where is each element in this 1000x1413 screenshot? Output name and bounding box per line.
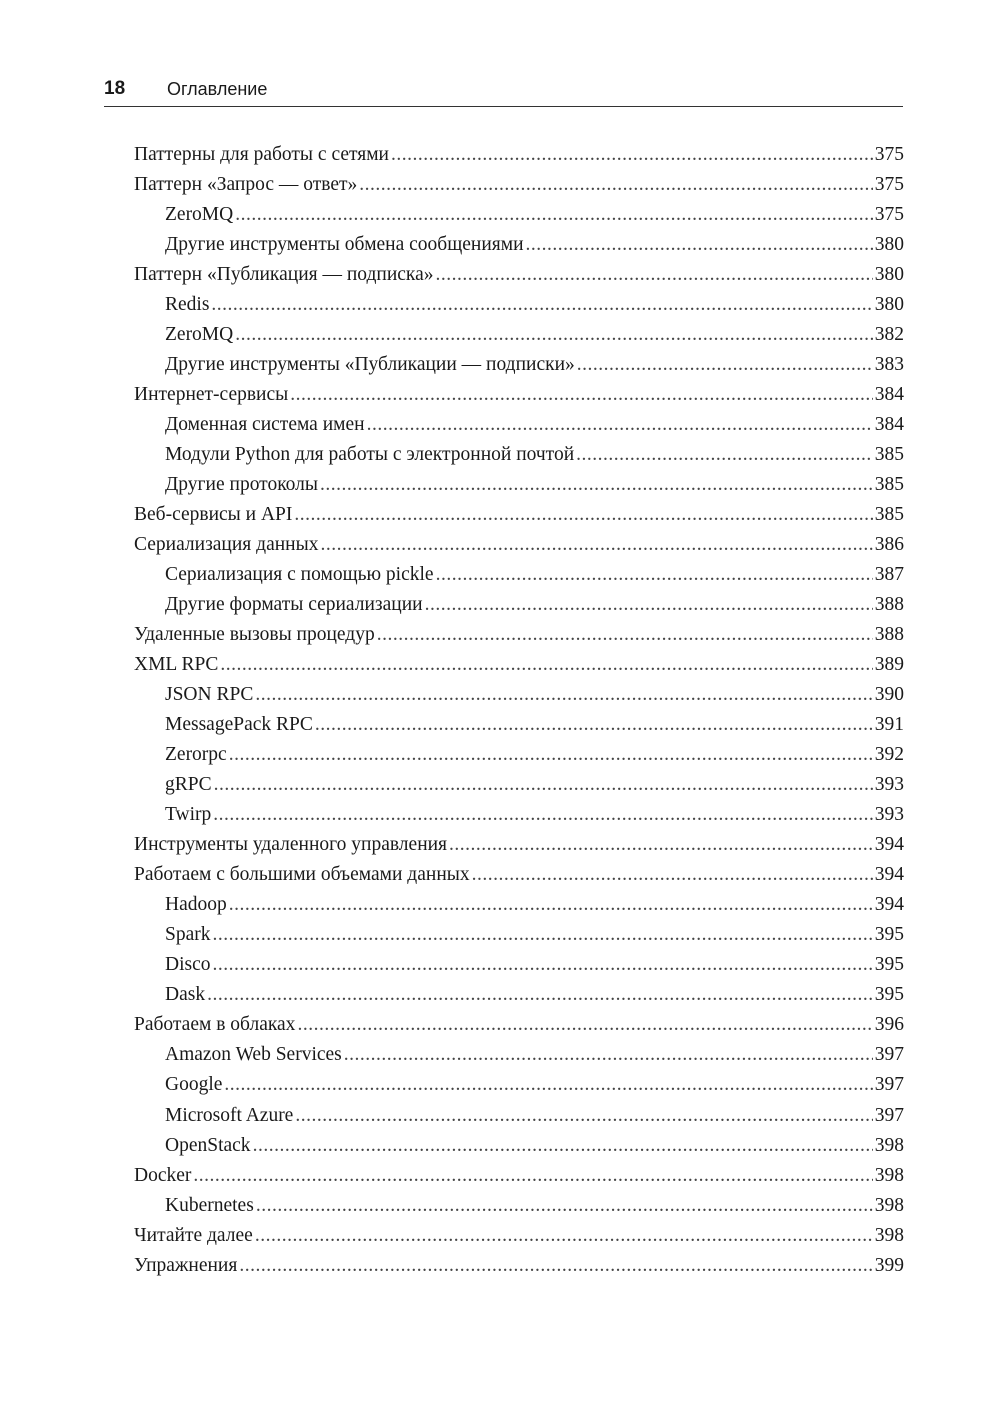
toc-entry-title: Другие протоколы: [165, 474, 319, 496]
toc-entry-title: Google: [165, 1074, 223, 1096]
toc-entry: [134, 410, 904, 440]
toc-entry: [134, 620, 904, 650]
toc-entry-title: Dask: [165, 984, 206, 1006]
toc-entry: [134, 1251, 904, 1281]
toc-entry-title: Другие форматы сериализации: [165, 594, 423, 616]
dot-leader: [224, 1070, 872, 1100]
dot-leader: [239, 1251, 872, 1281]
toc-entry-page: 397: [874, 1044, 904, 1066]
toc-entry: [134, 1131, 904, 1161]
toc-entry-title: Spark: [165, 924, 211, 946]
toc-entry: [134, 1101, 904, 1131]
toc-entry-title: Модули Python для работы с электронной почтой: [165, 444, 575, 466]
toc-entry-page: 380: [874, 234, 904, 256]
toc-entry-title: gRPC: [165, 774, 212, 796]
toc-entry-title: Удаленные вызовы процедур: [134, 624, 375, 646]
toc-entry: [134, 200, 904, 230]
toc-entry-page: 397: [874, 1074, 904, 1096]
toc-entry-page: 396: [874, 1014, 904, 1036]
toc-entry-page: 392: [874, 744, 904, 766]
dot-leader: [235, 320, 873, 350]
toc-entry: [134, 530, 904, 560]
toc-entry: [134, 800, 904, 830]
dot-leader: [214, 770, 873, 800]
toc-entry-title: ZeroMQ: [165, 204, 234, 226]
dot-leader: [526, 230, 873, 260]
toc-entry-page: 398: [874, 1134, 904, 1156]
toc-entry: [134, 920, 904, 950]
dot-leader: [391, 140, 873, 170]
table-of-contents: [134, 140, 904, 1281]
dot-leader: [213, 920, 873, 950]
dot-leader: [294, 500, 872, 530]
dot-leader: [344, 1040, 873, 1070]
toc-entry-page: 385: [874, 474, 904, 496]
toc-entry: [134, 260, 904, 290]
toc-entry-page: 384: [874, 384, 904, 406]
toc-entry: [134, 890, 904, 920]
toc-entry-page: 385: [874, 444, 904, 466]
toc-entry: [134, 1161, 904, 1191]
dot-leader: [367, 410, 873, 440]
toc-entry: [134, 830, 904, 860]
toc-entry: [134, 440, 904, 470]
toc-entry: [134, 1070, 904, 1100]
dot-leader: [207, 980, 873, 1010]
toc-entry-page: 394: [874, 894, 904, 916]
toc-entry-title: Сериализация данных: [134, 534, 319, 556]
dot-leader: [359, 170, 872, 200]
toc-entry-page: 391: [874, 714, 904, 736]
toc-entry: [134, 560, 904, 590]
toc-entry-title: Доменная система имен: [165, 414, 365, 436]
toc-entry-page: 375: [874, 144, 904, 165]
toc-entry-page: 394: [874, 864, 904, 886]
toc-entry-title: Docker: [134, 1164, 192, 1186]
dot-leader: [577, 350, 873, 380]
page-header: [104, 76, 903, 107]
toc-entry: [134, 860, 904, 890]
dot-leader: [213, 950, 873, 980]
toc-entry: [134, 290, 904, 320]
toc-entry-title: Amazon Web Services: [165, 1044, 342, 1066]
toc-entry-page: 383: [874, 354, 904, 376]
toc-entry-page: 388: [874, 594, 904, 616]
toc-entry-title: Другие инструменты обмена сообщениями: [165, 234, 524, 256]
toc-entry-page: 380: [874, 264, 904, 286]
toc-entry-title: Паттерны для работы с сетями: [134, 144, 389, 165]
toc-entry-page: 393: [874, 804, 904, 826]
toc-entry: [134, 590, 904, 620]
toc-entry: [134, 170, 904, 200]
dot-leader: [290, 380, 873, 410]
dot-leader: [220, 650, 872, 680]
toc-entry-page: 389: [874, 654, 904, 676]
toc-entry-page: 387: [874, 564, 904, 586]
toc-entry-title: OpenStack: [165, 1134, 251, 1156]
toc-entry-title: Веб-сервисы и API: [134, 504, 293, 526]
dot-leader: [256, 1191, 873, 1221]
toc-entry: [134, 500, 904, 530]
toc-entry-page: 393: [874, 774, 904, 796]
dot-leader: [255, 680, 872, 710]
toc-entry-title: Интернет-сервисы: [134, 384, 289, 406]
dot-leader: [449, 830, 873, 860]
toc-entry-page: 398: [874, 1164, 904, 1186]
toc-entry-title: Упражнения: [134, 1254, 238, 1276]
toc-entry-page: 398: [874, 1194, 904, 1216]
toc-entry: [134, 350, 904, 380]
toc-entry-page: 399: [874, 1254, 904, 1276]
dot-leader: [320, 530, 872, 560]
toc-entry: [134, 680, 904, 710]
toc-entry-page: 394: [874, 834, 904, 856]
toc-entry: [134, 650, 904, 680]
toc-entry-title: Сериализация с помощью pickle: [165, 564, 434, 586]
toc-entry-title: Другие инструменты «Публикации — подписки»: [165, 354, 575, 376]
toc-entry-page: 375: [874, 174, 904, 196]
dot-leader: [193, 1161, 872, 1191]
toc-entry: [134, 1191, 904, 1221]
dot-leader: [436, 560, 873, 590]
dot-leader: [255, 1221, 873, 1251]
toc-entry-page: 390: [874, 684, 904, 706]
toc-entry-title: Работаем с большими объемами данных: [134, 864, 470, 886]
toc-entry: [134, 770, 904, 800]
toc-entry-page: 380: [874, 294, 904, 316]
toc-entry-title: Читайте далее: [134, 1224, 253, 1246]
toc-entry-page: 395: [874, 954, 904, 976]
dot-leader: [213, 800, 872, 830]
toc-entry: [134, 320, 904, 350]
toc-entry-title: Работаем в облаках: [134, 1014, 296, 1036]
toc-entry: [134, 980, 904, 1010]
toc-entry-page: 385: [874, 504, 904, 526]
toc-entry-title: Hadoop: [165, 894, 227, 916]
dot-leader: [377, 620, 873, 650]
dot-leader: [576, 440, 873, 470]
toc-entry-title: ZeroMQ: [165, 324, 234, 346]
toc-entry: [134, 710, 904, 740]
toc-entry: [134, 950, 904, 980]
toc-entry-title: Инструменты удаленного управления: [134, 834, 448, 856]
dot-leader: [315, 710, 873, 740]
dot-leader: [229, 740, 873, 770]
toc-entry-title: MessagePack RPC: [165, 714, 313, 736]
dot-leader: [320, 470, 873, 500]
toc-entry: [134, 1040, 904, 1070]
toc-entry-page: 397: [874, 1104, 904, 1126]
toc-entry-page: 375: [874, 204, 904, 226]
toc-entry-page: 398: [874, 1224, 904, 1246]
dot-leader: [472, 860, 873, 890]
dot-leader: [297, 1010, 872, 1040]
toc-entry-title: Redis: [165, 294, 210, 316]
toc-entry: [134, 470, 904, 500]
dot-leader: [425, 590, 873, 620]
running-title: Оглавление: [167, 79, 268, 99]
toc-entry-title: JSON RPC: [165, 684, 254, 706]
toc-entry-title: Zerorpc: [165, 744, 227, 766]
toc-entry: [134, 230, 904, 260]
dot-leader: [229, 890, 873, 920]
toc-entry-title: XML RPC: [134, 654, 219, 676]
toc-entry: [134, 1221, 904, 1251]
toc-entry-title: Kubernetes: [165, 1194, 254, 1216]
toc-entry-title: Паттерн «Публикация — подписка»: [134, 264, 434, 286]
toc-entry-title: Паттерн «Запрос — ответ»: [134, 174, 358, 196]
toc-entry-title: Microsoft Azure: [165, 1104, 294, 1126]
dot-leader: [235, 200, 873, 230]
toc-entry-page: 386: [874, 534, 904, 556]
dot-leader: [436, 260, 873, 290]
toc-entry-title: Disco: [165, 954, 211, 976]
dot-leader: [253, 1131, 873, 1161]
dot-leader: [295, 1101, 872, 1131]
toc-entry-page: 395: [874, 924, 904, 946]
toc-entry-page: 388: [874, 624, 904, 646]
toc-entry-page: 395: [874, 984, 904, 1006]
dot-leader: [211, 290, 872, 320]
toc-entry-page: 382: [874, 324, 904, 346]
toc-entry-title: Twirp: [165, 804, 212, 826]
page-number: 18: [104, 78, 126, 99]
toc-entry: [134, 140, 904, 170]
toc-entry: [134, 380, 904, 410]
toc-entry: [134, 740, 904, 770]
toc-entry: [134, 1010, 904, 1040]
toc-entry-page: 384: [874, 414, 904, 436]
